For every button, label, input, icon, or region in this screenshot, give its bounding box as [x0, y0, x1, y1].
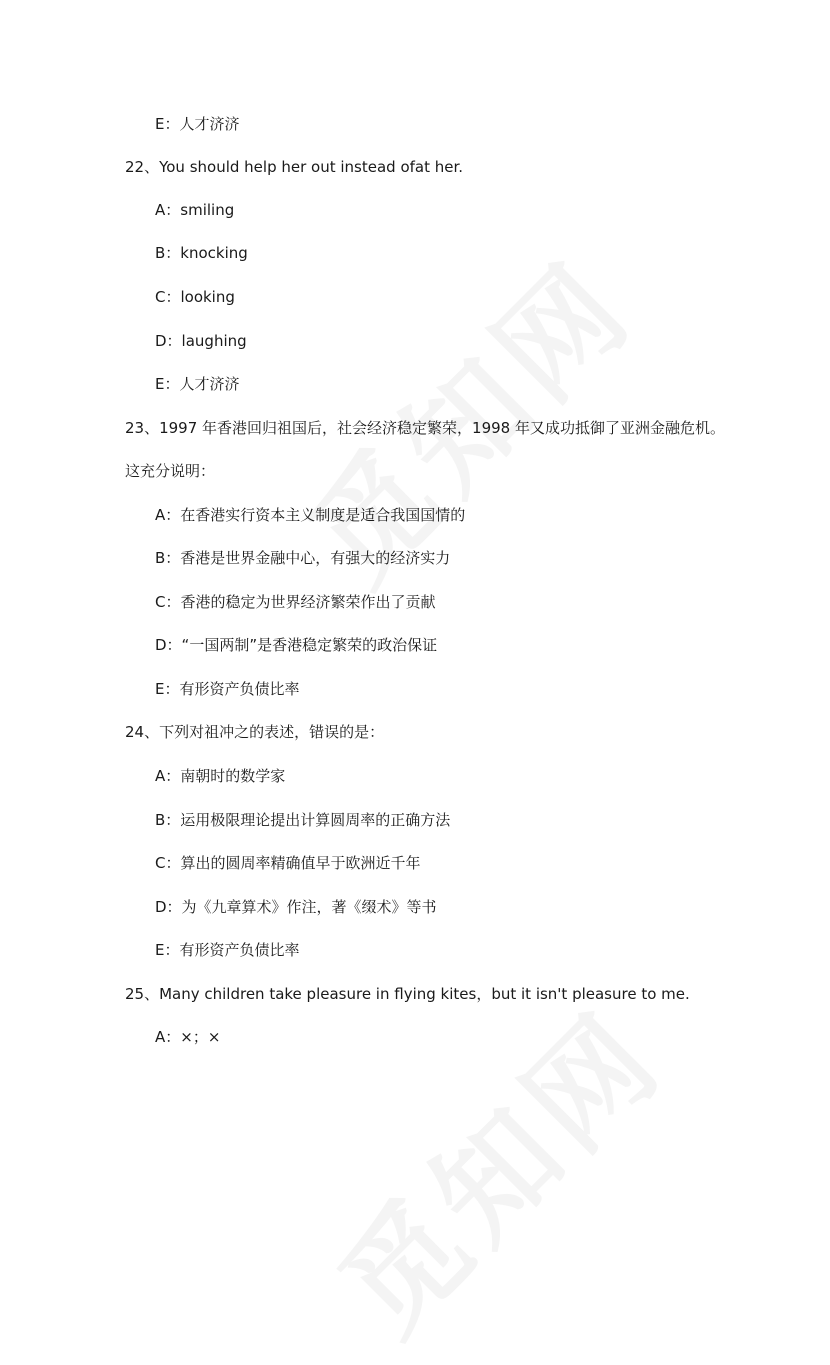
q22-option-e: E：人才济济 [155, 375, 240, 393]
q21-option-e: E：人才济济 [155, 115, 240, 133]
q24-option-e: E：有形资产负债比率 [155, 941, 300, 959]
q23-option-d: D：“一国两制”是香港稳定繁荣的政治保证 [155, 636, 438, 654]
q22-stem: 22、You should help her out instead ofat her. [125, 158, 464, 176]
q24-option-a: A：南朝时的数学家 [155, 767, 286, 785]
q23-option-b: B：香港是世界金融中心，有强大的经济实力 [155, 549, 451, 567]
q25-option-a: A：×；× [155, 1028, 221, 1046]
q25-stem: 25、Many children take pleasure in flying kites，but it isn't pleasure to me. [125, 985, 690, 1003]
q24-option-b: B：运用极限理论提出计算圆周率的正确方法 [155, 811, 451, 829]
q22-option-c: C：looking [155, 288, 235, 306]
q24-option-d: D：为《九章算术》作注，著《缀术》等书 [155, 898, 437, 916]
q24-stem: 24、下列对祖冲之的表述，错误的是： [125, 723, 385, 741]
q23-option-a: A：在香港实行资本主义制度是适合我国国情的 [155, 506, 466, 524]
q24-option-c: C：算出的圆周率精确值早于欧洲近千年 [155, 854, 421, 872]
q22-option-b: B：knocking [155, 244, 248, 262]
q23-option-c: C：香港的稳定为世界经济繁荣作出了贡献 [155, 593, 436, 611]
q23-stem: 23、1997 年香港回归祖国后，社会经济稳定繁荣，1998 年又成功抵御了亚洲金融危机。 [125, 419, 725, 437]
q23-option-e: E：有形资产负债比率 [155, 680, 300, 698]
q22-option-d: D：laughing [155, 332, 247, 350]
q22-option-a: A：smiling [155, 201, 235, 219]
watermark [296, 967, 693, 1364]
q23-stem-continued: 这充分说明： [125, 462, 216, 480]
